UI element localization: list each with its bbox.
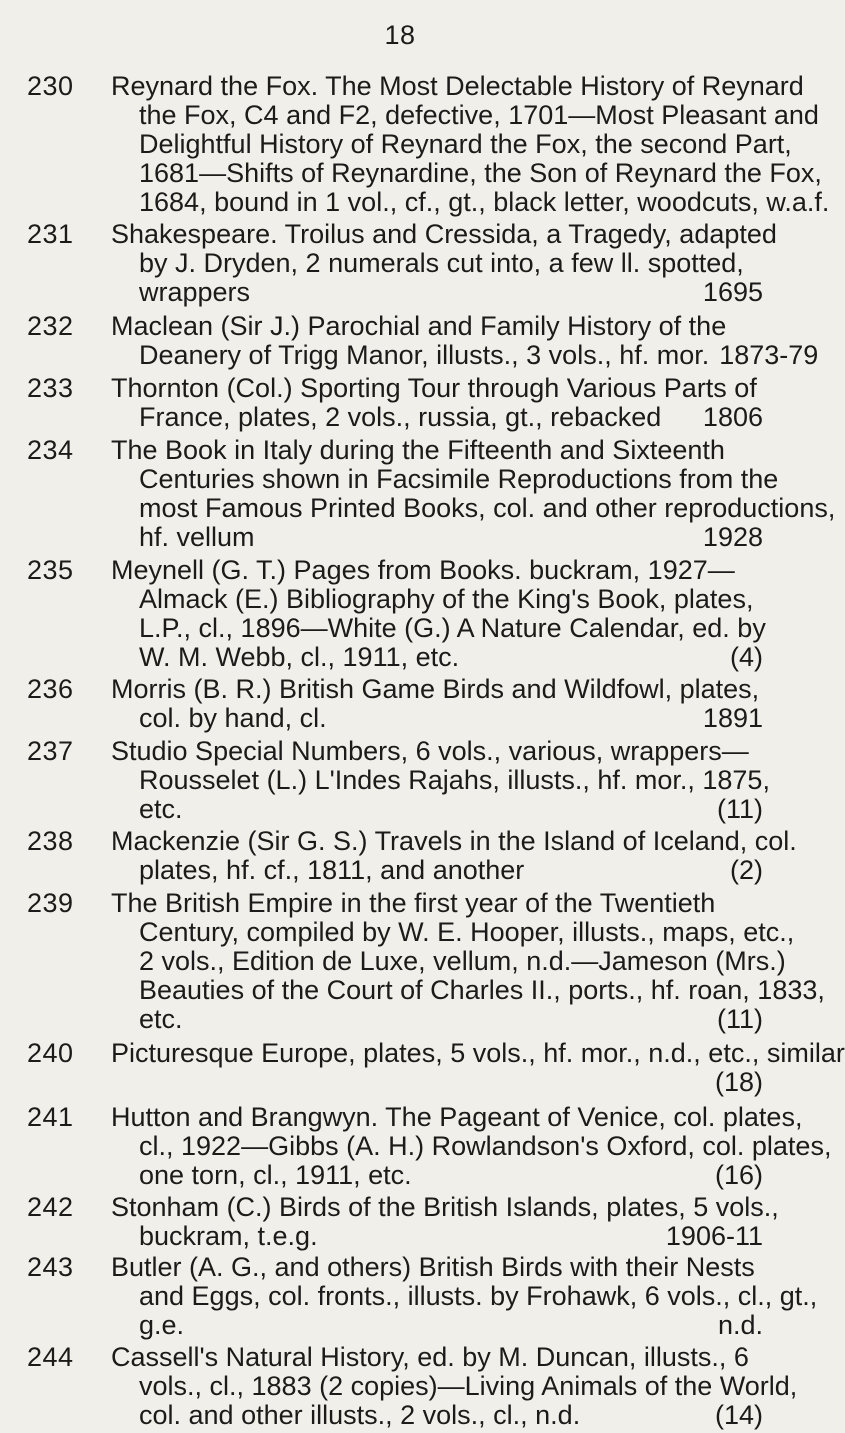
lot-date-or-count: (4) bbox=[730, 642, 763, 672]
lot-line bbox=[111, 278, 763, 307]
lot-entry bbox=[0, 1102, 832, 1190]
lot-number: 232 bbox=[27, 311, 74, 341]
lot-line-text: Morris (B. R.) British Game Birds and Wildfowl, plates, bbox=[111, 674, 760, 704]
lot-date-or-count: 1928 bbox=[702, 522, 763, 552]
lot-number: 239 bbox=[27, 888, 74, 918]
lot-number: 233 bbox=[27, 373, 74, 403]
lot-entry bbox=[0, 1252, 818, 1340]
lot-number: 231 bbox=[27, 219, 74, 249]
lot-line-text: Beauties of the Court of Charles II., ports., hf. roan, 1833, bbox=[139, 975, 825, 1005]
lot-line bbox=[111, 1161, 763, 1190]
lot-line-text: most Famous Printed Books, col. and other reproductions, bbox=[139, 493, 836, 523]
lot-line bbox=[111, 795, 763, 824]
lot-entry bbox=[0, 311, 819, 370]
lot-number: 230 bbox=[27, 71, 74, 101]
lot-date-or-count: (11) bbox=[716, 1004, 763, 1034]
lot-number: 242 bbox=[27, 1192, 74, 1222]
lot-description bbox=[111, 826, 797, 885]
lot-date-or-count: 1873-79 bbox=[719, 340, 819, 370]
lot-list bbox=[0, 71, 845, 1433]
lot-date-or-count: 1906-11 bbox=[665, 1221, 763, 1251]
lot-line-text: one torn, cl., 1911, etc. bbox=[139, 1160, 412, 1190]
lot-line bbox=[111, 826, 797, 856]
lot-line-text: etc. bbox=[139, 1004, 183, 1034]
lot-line-text: Cassell's Natural History, ed. by M. Duncan, illusts., 6 bbox=[111, 1342, 749, 1372]
lot-line bbox=[111, 1222, 763, 1251]
lot-line-text: buckram, t.e.g. bbox=[139, 1221, 318, 1251]
lot-entry bbox=[0, 556, 800, 672]
lot-line bbox=[111, 71, 804, 101]
lot-description bbox=[111, 219, 777, 307]
lot-line-text: cl., 1922—Gibbs (A. H.) Rowlandson's Oxford, col. plates, bbox=[139, 1131, 832, 1161]
lot-number: 235 bbox=[27, 555, 74, 585]
lot-line-text: g.e. bbox=[139, 1310, 185, 1340]
lot-description bbox=[111, 374, 763, 432]
lot-number: 244 bbox=[27, 1342, 74, 1372]
lot-entry bbox=[0, 1193, 800, 1251]
lot-description bbox=[111, 1038, 845, 1097]
lot-line bbox=[111, 464, 779, 494]
lot-description bbox=[111, 1342, 798, 1430]
lot-line-text: Reynard the Fox. The Most Delectable History of Reynard bbox=[111, 71, 804, 101]
lot-line-text: 2 vols., Edition de Luxe, vellum, n.d.—Jameson (Mrs.) bbox=[139, 946, 786, 976]
lot-entry bbox=[0, 675, 800, 733]
lot-date-or-count: 1891 bbox=[702, 703, 763, 733]
lot-entry bbox=[0, 435, 836, 552]
lot-line bbox=[111, 643, 763, 672]
lot-line bbox=[111, 585, 763, 614]
lot-line-text: Maclean (Sir J.) Parochial and Family History of the bbox=[111, 311, 727, 341]
lot-line bbox=[111, 1281, 818, 1311]
lot-line-text: Deanery of Trigg Manor, illusts., 3 vols., hf. mor. bbox=[139, 340, 710, 370]
lot-line bbox=[111, 403, 763, 432]
lot-line bbox=[111, 946, 786, 976]
lot-line-text: Mackenzie (Sir G. S.) Travels in the Island of Iceland, col. bbox=[111, 826, 797, 856]
lot-line bbox=[111, 917, 795, 947]
lot-line-text: Butler (A. G., and others) British Birds with their Nests bbox=[111, 1252, 755, 1282]
lot-description bbox=[111, 1252, 818, 1340]
lot-line bbox=[111, 556, 763, 585]
lot-date-or-count: (2) bbox=[730, 855, 763, 885]
lot-line bbox=[111, 100, 819, 130]
lot-description bbox=[111, 888, 825, 1034]
lot-line bbox=[111, 1253, 763, 1282]
lot-line bbox=[111, 1311, 763, 1340]
lot-description bbox=[111, 1192, 779, 1251]
lot-line-text: wrappers bbox=[139, 277, 251, 307]
lot-line-text: by J. Dryden, 2 numerals cut into, a few ll. spotted, bbox=[139, 248, 744, 278]
lot-line-text: Almack (E.) Bibliography of the King's Book, plates, bbox=[139, 584, 754, 614]
lot-line-text: Hutton and Brangwyn. The Pageant of Venice, col. plates, bbox=[111, 1102, 803, 1132]
lot-line bbox=[111, 737, 763, 766]
lot-number: 234 bbox=[27, 435, 74, 465]
lot-line-text: W. M. Webb, cl., 1911, etc. bbox=[139, 642, 460, 672]
lot-line-text: 1681—Shifts of Reynardine, the Son of Reynard the Fox, bbox=[139, 158, 822, 188]
lot-number: 240 bbox=[27, 1038, 74, 1068]
lot-line-text: plates, hf. cf., 1811, and another bbox=[139, 855, 525, 885]
lot-line bbox=[111, 1005, 763, 1034]
lot-line-text: Centuries shown in Facsimile Reproductions from the bbox=[139, 464, 779, 494]
lot-line bbox=[111, 765, 770, 795]
lot-number: 241 bbox=[27, 1102, 74, 1132]
lot-line bbox=[111, 249, 763, 278]
lot-line-text: The Book in Italy during the Fifteenth and Sixteenth bbox=[111, 435, 725, 465]
lot-line bbox=[111, 1343, 763, 1372]
lot-date-or-count: n.d. bbox=[717, 1310, 763, 1340]
lot-line bbox=[111, 613, 766, 643]
lot-entry bbox=[0, 737, 800, 824]
lot-line-text: France, plates, 2 vols., russia, gt., rebacked bbox=[139, 402, 662, 432]
lot-date-or-count: 1695 bbox=[702, 277, 763, 307]
lot-entry bbox=[0, 888, 825, 1034]
lot-entry bbox=[0, 1038, 845, 1097]
lot-line bbox=[111, 889, 763, 918]
lot-number: 243 bbox=[27, 1252, 74, 1282]
lot-entry bbox=[0, 71, 830, 217]
lot-line bbox=[111, 1131, 832, 1161]
lot-date-or-count: 1806 bbox=[702, 402, 763, 432]
lot-entry bbox=[0, 827, 800, 885]
lot-number: 238 bbox=[27, 826, 74, 856]
lot-date-or-count: (14) bbox=[714, 1400, 763, 1430]
lot-description bbox=[111, 71, 830, 217]
lot-line bbox=[111, 312, 763, 341]
lot-line bbox=[111, 129, 792, 159]
lot-line-text: etc. bbox=[139, 794, 183, 824]
lot-line bbox=[111, 704, 763, 733]
lot-entry bbox=[0, 220, 800, 307]
lot-date-or-count: (18) bbox=[714, 1067, 763, 1097]
lot-line bbox=[111, 374, 763, 403]
lot-line bbox=[111, 975, 825, 1005]
lot-line bbox=[111, 1038, 845, 1068]
lot-line-text: and Eggs, col. fronts., illusts. by Frohawk, 6 vols., cl., gt., bbox=[139, 1281, 818, 1311]
lot-number: 237 bbox=[27, 736, 74, 766]
lot-line-text bbox=[139, 1068, 705, 1097]
lot-description bbox=[111, 736, 770, 824]
lot-line bbox=[111, 493, 836, 523]
lot-line-text: Stonham (C.) Birds of the British Islands, plates, 5 vols., bbox=[111, 1192, 779, 1222]
lot-line bbox=[111, 523, 763, 552]
lot-line bbox=[111, 1371, 798, 1401]
lot-entry bbox=[0, 374, 800, 432]
lot-line bbox=[111, 856, 763, 885]
lot-line bbox=[111, 187, 830, 217]
lot-description bbox=[111, 435, 836, 552]
lot-line-text: Thornton (Col.) Sporting Tour through Various Parts of bbox=[111, 373, 757, 403]
lot-line bbox=[111, 1192, 779, 1222]
lot-line bbox=[111, 1102, 803, 1132]
lot-line-text: the Fox, C4 and F2, defective, 1701—Most Pleasant and bbox=[139, 100, 819, 130]
lot-line bbox=[111, 675, 763, 704]
lot-line-text: Studio Special Numbers, 6 vols., various, wrappers— bbox=[111, 736, 749, 766]
lot-line-text: Picturesque Europe, plates, 5 vols., hf. mor., n.d., etc., similar bbox=[111, 1038, 845, 1068]
lot-date-or-count: (11) bbox=[716, 794, 763, 824]
lot-line bbox=[111, 158, 822, 188]
lot-line-text: vols., cl., 1883 (2 copies)—Living Animals of the World, bbox=[139, 1371, 798, 1401]
lot-line-text: Rousselet (L.) L'Indes Rajahs, illusts., hf. mor., 1875, bbox=[139, 765, 770, 795]
lot-line-text: L.P., cl., 1896—White (G.) A Nature Calendar, ed. by bbox=[139, 613, 766, 643]
lot-description bbox=[111, 311, 819, 370]
lot-line bbox=[111, 340, 819, 370]
lot-line bbox=[111, 1401, 763, 1430]
lot-line-text: Century, compiled by W. E. Hooper, illusts., maps, etc., bbox=[139, 917, 795, 947]
page-number: 18 bbox=[384, 20, 416, 50]
lot-line-text: The British Empire in the first year of the Twentieth bbox=[111, 888, 716, 918]
lot-description bbox=[111, 1102, 832, 1190]
lot-line-text: Shakespeare. Troilus and Cressida, a Tragedy, adapted bbox=[111, 219, 777, 249]
lot-date-or-count: (16) bbox=[714, 1160, 763, 1190]
lot-line-text: hf. vellum bbox=[139, 522, 255, 552]
lot-description bbox=[111, 675, 763, 733]
lot-line-text: col. by hand, cl. bbox=[139, 703, 327, 733]
lot-line-text: Meynell (G. T.) Pages from Books. buckram, 1927— bbox=[111, 555, 735, 585]
lot-line-text: col. and other illusts., 2 vols., cl., n.d. bbox=[139, 1400, 581, 1430]
lot-line-text: 1684, bound in 1 vol., cf., gt., black letter, woodcuts, w.a.f. bbox=[139, 187, 830, 217]
lot-line bbox=[111, 436, 763, 465]
lot-number: 236 bbox=[27, 674, 74, 704]
lot-entry bbox=[0, 1343, 800, 1430]
lot-line bbox=[111, 1068, 763, 1097]
lot-line-text: Delightful History of Reynard the Fox, the second Part, bbox=[139, 129, 792, 159]
lot-description bbox=[111, 555, 766, 672]
lot-line bbox=[111, 219, 777, 249]
